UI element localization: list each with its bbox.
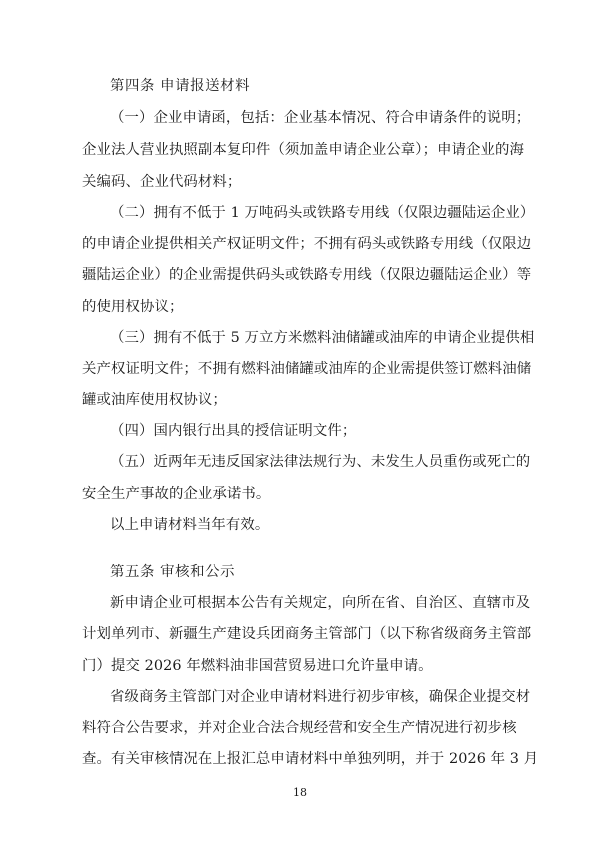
paragraph-line: （一）企业申请函，包括：企业基本情况、符合申请条件的说明； bbox=[110, 110, 531, 126]
paragraph-line: 关编码、企业代码材料； bbox=[82, 174, 242, 190]
paragraph-line: 关产权证明文件；不拥有燃料油储罐或油库的企业需提供签订燃料油储 bbox=[82, 361, 532, 377]
paragraph-line: 企业法人营业执照副本复印件（须加盖申请企业公章）；申请企业的海 bbox=[82, 142, 525, 158]
paragraph-line: 以上申请材料当年有效。 bbox=[110, 517, 270, 533]
section4-heading: 第四条 申请报送材料 bbox=[110, 78, 251, 94]
paragraph-line: （四）国内银行出具的授信证明文件； bbox=[110, 423, 357, 439]
paragraph-line: 料符合公告要求，并对企业合法合规经营和安全生产情况进行初步核 bbox=[82, 720, 517, 736]
paragraph-line: 查。有关审核情况在上报汇总申请材料中单独列明，并于 2026 年 3 月 bbox=[82, 751, 539, 767]
paragraph-line: 安全生产事故的企业承诺书。 bbox=[82, 486, 271, 502]
paragraph-line: 省级商务主管部门对企业申请材料进行初步审核，确保企业提交材 bbox=[110, 689, 531, 705]
paragraph-line: （五）近两年无违反国家法律法规行为、未发生人员重伤或死亡的 bbox=[110, 454, 531, 470]
page-number: 18 bbox=[293, 786, 307, 799]
paragraph-line: 门）提交 2026 年燃料油非国营贸易进口允许量申请。 bbox=[82, 658, 433, 674]
paragraph-line: 计划单列市、新疆生产建设兵团商务主管部门（以下称省级商务主管部 bbox=[82, 626, 532, 642]
paragraph-line: （三）拥有不低于 5 万立方米燃料油储罐或油库的申请企业提供相 bbox=[110, 330, 535, 346]
paragraph-line: 疆陆运企业）的企业需提供码头或铁路专用线（仅限边疆陆运企业）等 bbox=[82, 267, 532, 283]
paragraph-line: 新申请企业可根据本公告有关规定，向所在省、自治区、直辖市及 bbox=[110, 595, 531, 611]
paragraph-line: 的申请企业提供相关产权证明文件；不拥有码头或铁路专用线（仅限边 bbox=[82, 236, 532, 252]
paragraph-line: （二）拥有不低于 1 万吨码头或铁路专用线（仅限边疆陆运企业） bbox=[110, 205, 535, 221]
section5-heading: 第五条 审核和公示 bbox=[110, 564, 236, 580]
paragraph-line: 的使用权协议； bbox=[82, 299, 184, 315]
paragraph-line: 罐或油库使用权协议； bbox=[82, 392, 227, 408]
